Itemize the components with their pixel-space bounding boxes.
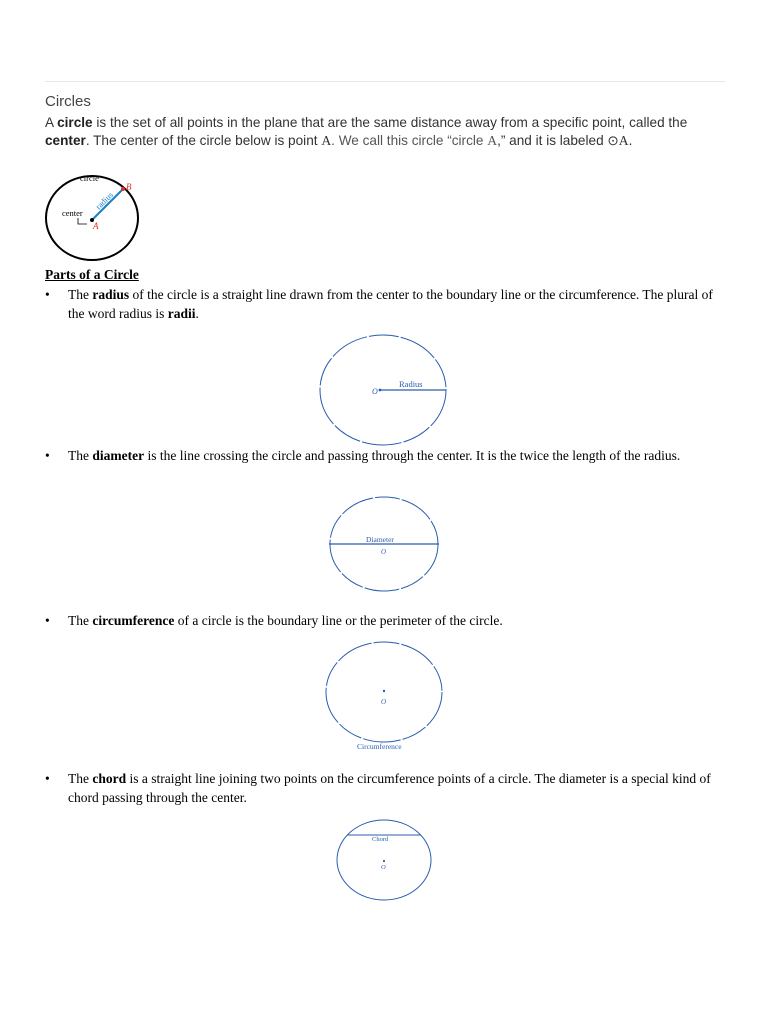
parts-heading: Parts of a Circle bbox=[45, 267, 139, 282]
term-radii: radii bbox=[167, 306, 196, 321]
list-item-text bbox=[68, 446, 728, 465]
circumference-figure bbox=[323, 640, 447, 754]
term-circumference: circumference bbox=[92, 613, 175, 628]
intro-text: A bbox=[45, 115, 58, 130]
intro-text: . We call this circle “circle bbox=[331, 132, 488, 148]
text: The bbox=[68, 448, 93, 463]
term-chord: chord bbox=[92, 771, 127, 786]
radius-figure-label: Radius bbox=[399, 379, 423, 389]
intro-text: is the set of all points in the plane that are the same distance away from a specific point, called the bbox=[92, 115, 688, 130]
list-item-text bbox=[68, 769, 728, 807]
center-label: O bbox=[372, 387, 378, 396]
intro-text: . The center of the circle below is point bbox=[85, 132, 322, 148]
bullet-dot: • bbox=[45, 613, 50, 628]
point-b-label: B bbox=[126, 182, 132, 192]
circle-a-symbol: ⊙A bbox=[607, 132, 629, 148]
section-heading: Circles bbox=[45, 93, 91, 110]
center-point bbox=[383, 690, 385, 692]
text: . bbox=[195, 306, 199, 321]
text: The bbox=[68, 287, 93, 302]
term-circle: circle bbox=[57, 115, 93, 130]
center-label: center bbox=[62, 208, 83, 218]
intro-text: ,” and it is labeled bbox=[497, 132, 608, 148]
diameter-figure-label: Diameter bbox=[366, 535, 394, 544]
circle-a-figure bbox=[40, 168, 150, 264]
radius-figure bbox=[318, 333, 452, 447]
point-a-label: A bbox=[93, 221, 99, 231]
term-diameter: diameter bbox=[92, 448, 145, 463]
center-point bbox=[379, 389, 382, 392]
text: of a circle is the boundary line or the perimeter of the circle. bbox=[174, 613, 503, 628]
center-label: O bbox=[381, 548, 387, 556]
point-a: A bbox=[321, 132, 332, 148]
term-radius: radius bbox=[92, 287, 130, 302]
center-label: O bbox=[381, 864, 386, 871]
chord-figure bbox=[334, 818, 436, 904]
list-item-text bbox=[68, 285, 728, 323]
text: of the circle is a straight line drawn from the center to the boundary line or the circumference. The plural of the word radius is bbox=[68, 287, 713, 321]
text: The bbox=[68, 613, 93, 628]
bullet-dot: • bbox=[45, 771, 50, 786]
term-center: center bbox=[45, 132, 86, 148]
circumference-figure-label: Circumference bbox=[357, 742, 402, 751]
circle-label: circle bbox=[80, 173, 99, 183]
center-arrow-icon bbox=[78, 218, 87, 224]
intro-text: . bbox=[628, 132, 633, 148]
top-divider bbox=[45, 81, 725, 82]
point-b-dot bbox=[121, 187, 125, 191]
center-label: O bbox=[381, 698, 387, 706]
text: is a straight line joining two points on the circumference points of a circle. The diameter is a special kind of chord passing through the center. bbox=[68, 771, 711, 805]
text: The bbox=[68, 771, 93, 786]
text: is the line crossing the circle and passing through the center. It is the twice the length of the radius. bbox=[144, 448, 681, 463]
radius-label: radius bbox=[93, 189, 116, 212]
diameter-figure bbox=[326, 494, 442, 596]
center-point bbox=[383, 860, 385, 862]
bullet-dot: • bbox=[45, 287, 50, 302]
point-a: A bbox=[487, 132, 498, 148]
intro-paragraph bbox=[45, 114, 725, 149]
chord-figure-label: Chord bbox=[372, 836, 389, 843]
list-item-text bbox=[68, 611, 728, 630]
bullet-dot: • bbox=[45, 448, 50, 463]
